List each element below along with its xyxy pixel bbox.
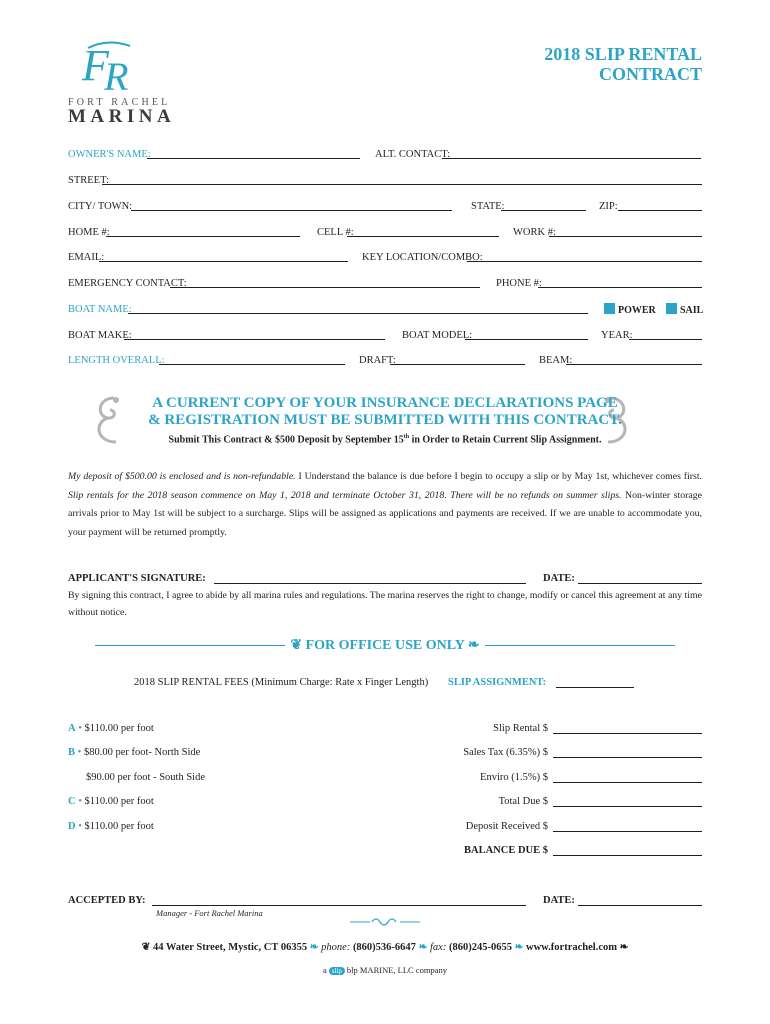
footer-contact (0, 941, 770, 953)
key-location-label: KEY LOCATION/COMBO: (362, 252, 483, 263)
work-phone-field[interactable] (549, 236, 702, 237)
key-location-field[interactable] (467, 261, 702, 262)
rate-row-b (68, 747, 200, 758)
home-phone-label: HOME #: (68, 227, 110, 238)
draft-field[interactable] (390, 364, 525, 365)
sail-label: SAIL (680, 305, 704, 316)
total-due-field[interactable] (553, 806, 702, 807)
footer-phone-label: phone: (321, 942, 351, 953)
emergency-contact-label: EMERGENCY CONTACT: (68, 278, 187, 289)
footer-ornament-icon (350, 916, 420, 928)
accepted-date-label: DATE: (543, 895, 575, 906)
applicant-date-field[interactable] (578, 583, 702, 584)
deposit-deadline-text-end: in Order to Retain Current Slip Assignment. (409, 434, 602, 446)
email-label: EMAIL: (68, 252, 105, 263)
rate-text-b: $80.00 per foot- North Side (83, 747, 201, 758)
slip-rental-label: Slip Rental $ (493, 723, 548, 734)
street-field[interactable] (102, 184, 702, 185)
year-field[interactable] (629, 339, 702, 340)
footer-company (0, 965, 770, 975)
footer-company-name: blp MARINE, LLC company (346, 965, 447, 975)
sail-checkbox[interactable] (666, 303, 677, 314)
applicant-signature-label: APPLICANT'S SIGNATURE: (68, 573, 206, 584)
logo-text-marina: MARINA (68, 106, 176, 127)
zip-field[interactable] (618, 210, 702, 211)
balance-due-label: BALANCE DUE $ (463, 845, 548, 856)
boat-make-label: BOAT MAKE: (68, 330, 132, 341)
alt-contact-field[interactable] (442, 158, 701, 159)
slip-rental-field[interactable] (553, 733, 702, 734)
deposit-deadline-text: Submit This Contract & $500 Deposit by September 15 (168, 434, 404, 446)
footer-company-prefix: a (322, 965, 327, 975)
rate-letter-d: D (68, 821, 76, 832)
length-overall-label: LENGTH OVERALL: (68, 355, 165, 366)
beam-field[interactable] (566, 364, 702, 365)
office-use-heading (0, 637, 770, 654)
rate-bullet-icon: • (75, 723, 85, 734)
enviro-field[interactable] (553, 782, 702, 783)
season-terms-text: Non-winter storage arrivals prior to May 1st will be subject to a surcharge. Slips will be assigned as applications and payments are received. If we are unable to accommodate you, your payment will be returned promptly. (68, 489, 702, 538)
street-label: STREET: (68, 175, 109, 186)
footer-fax: (860)245-0655 (448, 942, 512, 953)
enviro-label: Enviro (1.5%) $ (480, 772, 548, 783)
rate-text-a: $110.00 per foot (84, 723, 154, 734)
fees-title-text: 2018 SLIP RENTAL FEES (134, 677, 249, 688)
length-overall-field[interactable] (159, 364, 345, 365)
rate-bullet-icon: • (75, 821, 85, 832)
rate-bullet-icon: • (75, 747, 84, 758)
emergency-contact-field[interactable] (170, 287, 480, 288)
footer-separator-icon: ❧ (514, 942, 524, 953)
boat-name-field[interactable] (128, 313, 588, 314)
office-right-flourish-icon: ❧ (467, 638, 480, 653)
phone-label: PHONE #: (496, 278, 542, 289)
footer-fax-label: fax: (430, 942, 447, 953)
sail-option[interactable] (666, 303, 703, 316)
fees-title (134, 677, 428, 688)
applicant-signature-field[interactable] (214, 583, 526, 584)
home-phone-field[interactable] (106, 236, 300, 237)
slip-badge-icon: slip (329, 967, 345, 975)
footer-flourish-left-icon: ❦ (141, 942, 151, 953)
accepted-by-label: ACCEPTED BY: (68, 895, 146, 906)
owners-name-label: OWNER'S NAME: (68, 149, 151, 160)
zip-label: ZIP: (599, 201, 618, 212)
terms-paragraph (68, 468, 702, 542)
boat-name-label: BOAT NAME: (68, 304, 132, 315)
rate-text-b-south: $90.00 per foot - South Side (86, 772, 205, 783)
footer-address: 44 Water Street, Mystic, CT 06355 (153, 942, 308, 953)
agreement-text: By signing this contract, I agree to abide by all marina rules and regulations. The marina reserves the right to change, modify or cancel this agreement at any time without notice. (68, 590, 702, 618)
slip-assignment-field[interactable] (556, 687, 634, 688)
beam-label: BEAM: (539, 355, 573, 366)
year-label: YEAR: (601, 330, 633, 341)
boat-model-label: BOAT MODEL: (402, 330, 473, 341)
svg-text:F: F (82, 41, 109, 90)
rate-row-b-south (86, 772, 205, 783)
footer-website[interactable]: www.fortrachel.com (526, 942, 617, 953)
cell-phone-label: CELL #: (317, 227, 354, 238)
logo-text-fort-rachel: FORT RACHEL (68, 97, 171, 108)
boat-model-field[interactable] (465, 339, 588, 340)
rate-letter-b: B (68, 747, 76, 758)
power-option[interactable] (604, 303, 656, 316)
rate-letter-a: A (68, 723, 76, 734)
accepted-by-field[interactable] (152, 905, 526, 906)
insurance-banner-line-1: A CURRENT COPY OF YOUR INSURANCE DECLARATIONS PAGE (152, 395, 618, 411)
deposit-terms-italic: My deposit of $500.00 is enclosed and is non-refundable. (68, 471, 296, 482)
cell-phone-field[interactable] (347, 236, 499, 237)
office-left-flourish-icon: ❦ (290, 638, 303, 653)
deposit-received-label: Deposit Received $ (465, 821, 548, 832)
office-use-heading-text: FOR OFFICE USE ONLY (305, 638, 465, 653)
phone-field[interactable] (538, 287, 702, 288)
rate-text-d: $110.00 per foot (84, 821, 154, 832)
rate-row-a (68, 723, 154, 734)
title-line-1: 2018 SLIP RENTAL (544, 44, 702, 64)
state-field[interactable] (501, 210, 586, 211)
draft-label: DRAFT: (359, 355, 396, 366)
power-checkbox[interactable] (604, 303, 615, 314)
owners-name-field[interactable] (147, 158, 360, 159)
manager-caption: Manager - Fort Rachel Marina (156, 908, 263, 918)
deposit-terms-text: I Understand the balance is due before I begin to occupy a slip or by May 1st, whichever comes first. (295, 471, 702, 482)
work-phone-label: WORK #: (513, 227, 556, 238)
email-field[interactable] (99, 261, 348, 262)
city-town-label: CITY/ TOWN: (68, 201, 133, 212)
rate-letter-c: C (68, 796, 76, 807)
applicant-date-label: DATE: (543, 573, 575, 584)
balance-due-field[interactable] (553, 855, 702, 856)
insurance-banner (0, 395, 770, 429)
footer-flourish-right-icon: ❧ (619, 942, 629, 953)
sales-tax-label: Sales Tax (6.35%) $ (463, 747, 548, 758)
fees-note: (Minimum Charge: Rate x Finger Length) (251, 677, 429, 688)
footer-separator-icon: ❧ (309, 942, 319, 953)
rate-row-d (68, 821, 154, 832)
alt-contact-label: ALT. CONTACT: (375, 149, 451, 160)
footer-phone: (860)536-6647 (352, 942, 416, 953)
deposit-deadline-sup: th (403, 434, 410, 440)
season-terms-italic: Slip rentals for the 2018 season commence on May 1, 2018 and terminate October 31, 2018. There will be no refunds on summer slips. (68, 489, 622, 501)
fort-rachel-logo-icon (78, 38, 138, 96)
accepted-date-field[interactable] (578, 905, 702, 906)
sales-tax-field[interactable] (553, 757, 702, 758)
boat-make-field[interactable] (124, 339, 385, 340)
rate-bullet-icon: • (75, 796, 85, 807)
page-title (544, 44, 702, 84)
rate-text-c: $110.00 per foot (84, 796, 154, 807)
slip-assignment-label: SLIP ASSIGNMENT: (448, 677, 547, 688)
state-label: STATE: (471, 201, 505, 212)
insurance-banner-line-2: & REGISTRATION MUST BE SUBMITTED WITH THIS CONTRACT. (148, 412, 622, 428)
title-line-2: CONTRACT (598, 64, 702, 84)
footer-separator-icon: ❧ (418, 942, 428, 953)
power-label: POWER (618, 305, 656, 316)
svg-text:R: R (104, 54, 129, 96)
deposit-deadline-note (0, 434, 770, 445)
rate-row-c (68, 796, 154, 807)
city-town-field[interactable] (131, 210, 452, 211)
deposit-received-field[interactable] (553, 831, 702, 832)
total-due-label: Total Due $ (498, 796, 548, 807)
